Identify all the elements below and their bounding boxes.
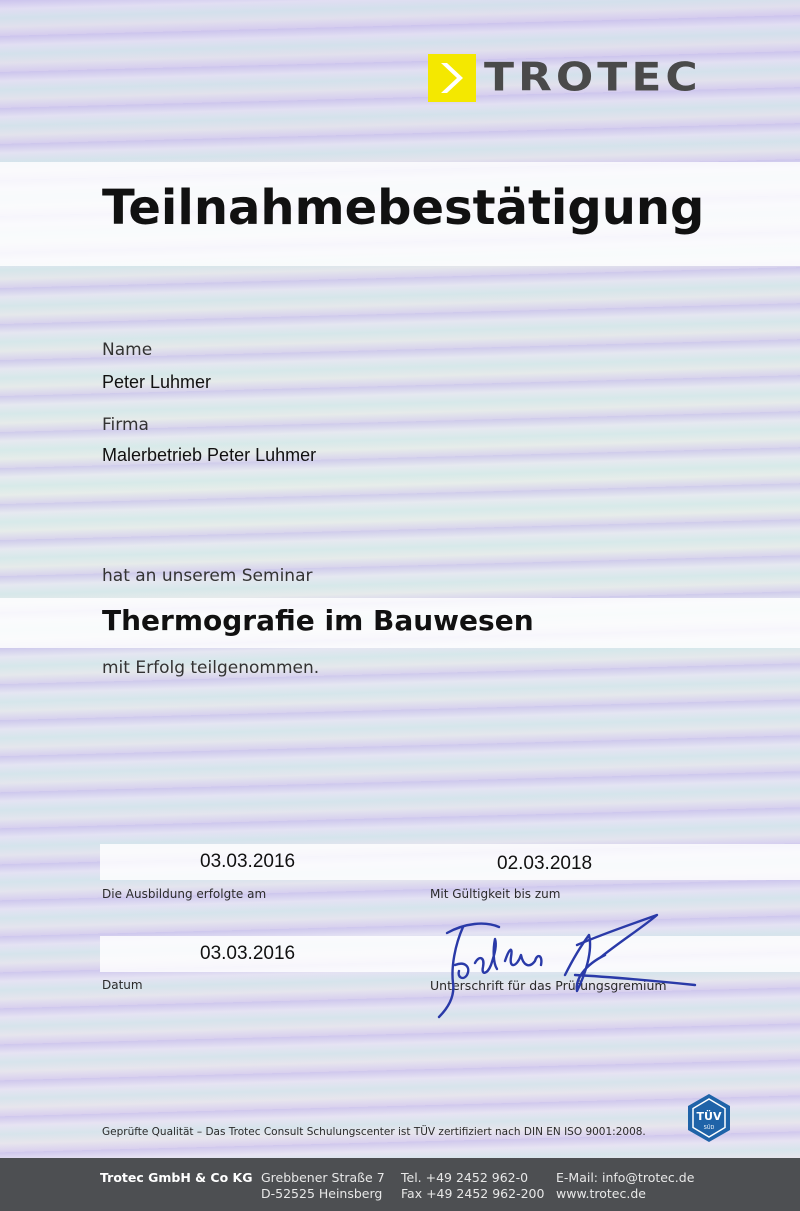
logo-arrow-icon [428, 54, 476, 102]
name-label: Name [102, 340, 153, 360]
tuv-badge-text: TÜV [696, 1110, 722, 1123]
training-date: 03.03.2016 [200, 851, 296, 872]
footer-contact [556, 1170, 694, 1202]
training-date-label: Die Ausbildung erfolgte am [102, 887, 267, 901]
seminar-name: Thermografie im Bauwesen [102, 604, 534, 637]
quality-note: Geprüfte Qualität – Das Trotec Consult Schulungscenter ist TÜV zertifiziert nach DIN EN ISO 9001:2008. [102, 1126, 646, 1138]
footer-street: Grebbener Straße 7 [261, 1170, 385, 1185]
footer [0, 1158, 800, 1211]
signature-label: Unterschrift für das Prüfungsgremium [430, 978, 667, 993]
handwritten-signature [425, 905, 710, 1025]
footer-phone [401, 1170, 544, 1202]
company-value: Malerbetrieb Peter Luhmer [102, 445, 317, 465]
name-value: Peter Luhmer [102, 372, 212, 392]
footer-email[interactable]: E-Mail: info@trotec.de [556, 1170, 695, 1185]
footer-fax: Fax +49 2452 962-200 [401, 1186, 545, 1201]
seminar-outro: mit Erfolg teilgenommen. [102, 658, 320, 678]
valid-until-date: 02.03.2018 [497, 853, 593, 874]
trotec-logo [428, 54, 702, 102]
company-label: Firma [102, 415, 149, 435]
tuv-certification-icon [684, 1093, 734, 1143]
page-title: Teilnahmebestätigung [102, 180, 705, 236]
footer-address [261, 1170, 385, 1202]
footer-tel: Tel. +49 2452 962-0 [401, 1170, 529, 1185]
footer-city: D-52525 Heinsberg [261, 1186, 383, 1201]
issue-date: 03.03.2016 [200, 943, 296, 964]
seminar-intro: hat an unserem Seminar [102, 566, 313, 586]
footer-web[interactable]: www.trotec.de [556, 1186, 646, 1201]
valid-until-label: Mit Gültigkeit bis zum [430, 887, 561, 901]
issue-date-label: Datum [102, 978, 143, 992]
tuv-badge-subtext: SÜD [703, 1125, 715, 1131]
footer-company: Trotec GmbH & Co KG [100, 1170, 253, 1185]
logo-text: TROTEC [484, 54, 702, 101]
